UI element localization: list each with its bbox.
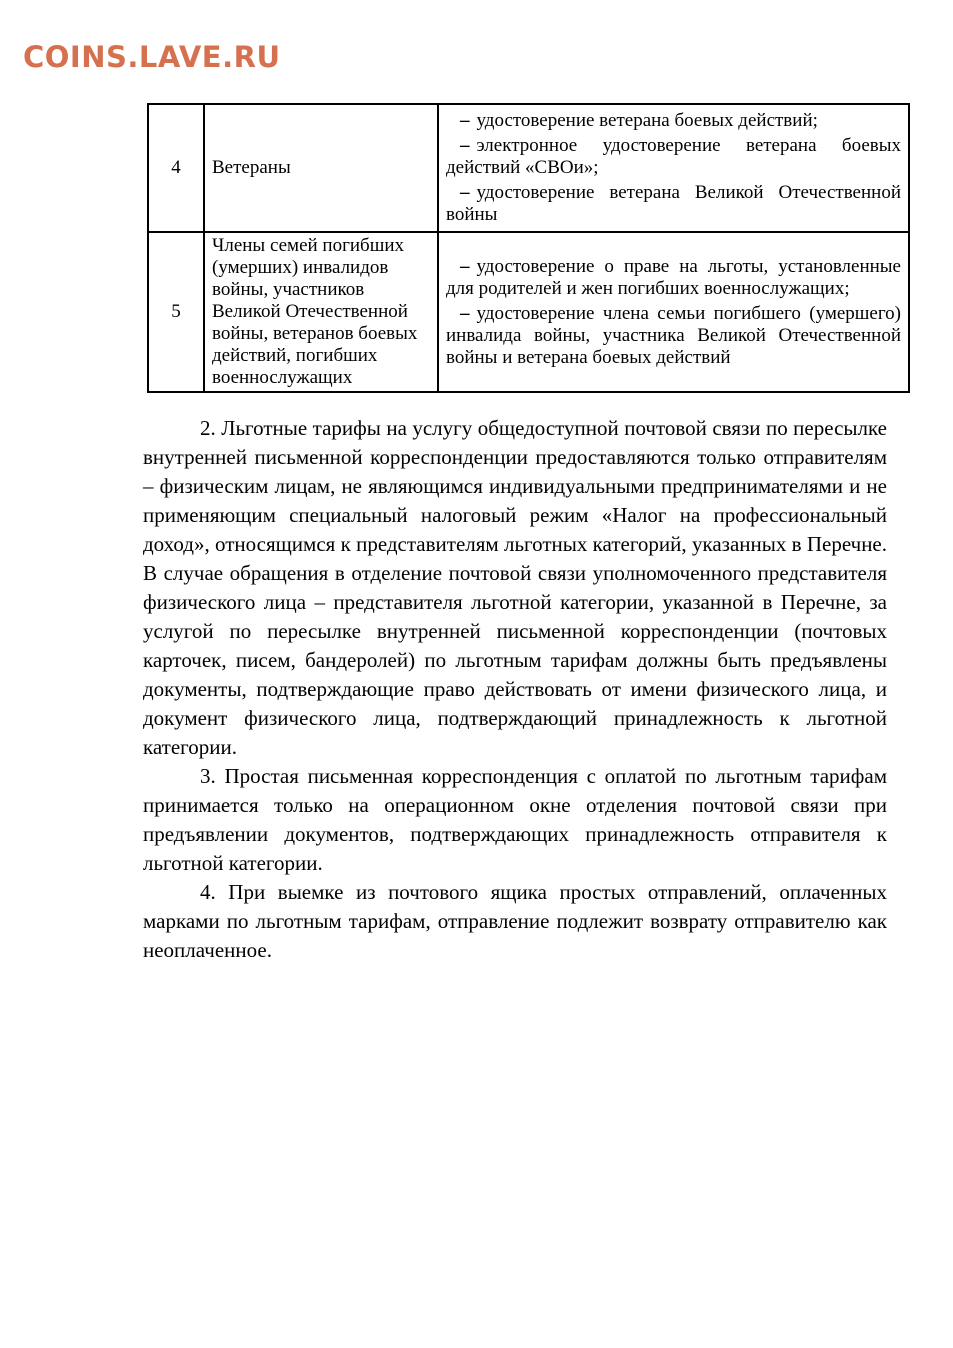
privilege-table-body	[148, 104, 909, 392]
documents-cell	[438, 104, 909, 232]
category-cell: Члены семей погибших (умерших) инвалидов войны, участников Великой Отечественной войны, ветеранов боевых действий, погибших военнослужащих	[204, 232, 438, 392]
bullet-dash: –	[460, 135, 470, 156]
document-item: – удостоверение ветерана боевых действий;	[460, 110, 818, 131]
paragraph: 3. Простая письменная корреспонденция с оплатой по льготным тарифам принимается только на операционном окне отделения почтовой связи при предъявлении документов, подтверждающих принадлежность отправителя к льготной категории.	[143, 764, 887, 875]
documents-cell	[438, 232, 909, 392]
table-row	[148, 232, 909, 392]
bullet-dash: –	[460, 182, 470, 203]
document-item: – удостоверение члена семьи погибшего (умершего) инвалида войны, участника Великой Отечественной войны и ветерана боевых действий	[446, 302, 901, 368]
bullet-dash: –	[460, 110, 470, 131]
category-cell: Ветераны	[204, 104, 438, 232]
document-item: – удостоверение о праве на льготы, установленные для родителей и жен погибших военнослужащих;	[446, 255, 901, 299]
body-paragraphs	[143, 414, 887, 965]
bullet-dash: –	[460, 302, 470, 324]
document-content	[143, 103, 901, 965]
bullet-dash: –	[460, 255, 470, 277]
privilege-categories-table	[147, 103, 910, 393]
document-item: – удостоверение ветерана Великой Отечественной войны	[446, 182, 901, 225]
row-number-cell: 4	[148, 104, 204, 232]
site-logo: COINS.LAVE.RU	[23, 40, 281, 74]
document-item: – электронное удостоверение ветерана боевых действий «СВОи»;	[446, 135, 901, 178]
row-number-cell: 5	[148, 232, 204, 392]
paragraph: 2. Льготные тарифы на услугу общедоступной почтовой связи по пересылке внутренней письменной корреспонденции предоставляются только отправителям – физическим лицам, не являющимся индивидуальными предпринимателями и не применяющим специальный налоговый режим «Налог на профессиональный доход», относящимся к представителям льготных категорий, указанных в Перечне. В случае обращения в отделение почтовой связи уполномоченного представителя физического лица – представителя льготной категории, указанной в Перечне, за услугой по пересылке внутренней письменной корреспонденции (почтовых карточек, писем, бандеролей) по льготным тарифам должны быть предъявлены документы, подтверждающие право действовать от имени физического лица, и документ физического лица, подтверждающий принадлежность к льготной категории.	[143, 416, 887, 759]
paragraph: 4. При выемке из почтового ящика простых отправлений, оплаченных марками по льготным тарифам, отправление подлежит возврату отправителю как неоплаченное.	[143, 880, 887, 962]
table-row	[148, 104, 909, 232]
